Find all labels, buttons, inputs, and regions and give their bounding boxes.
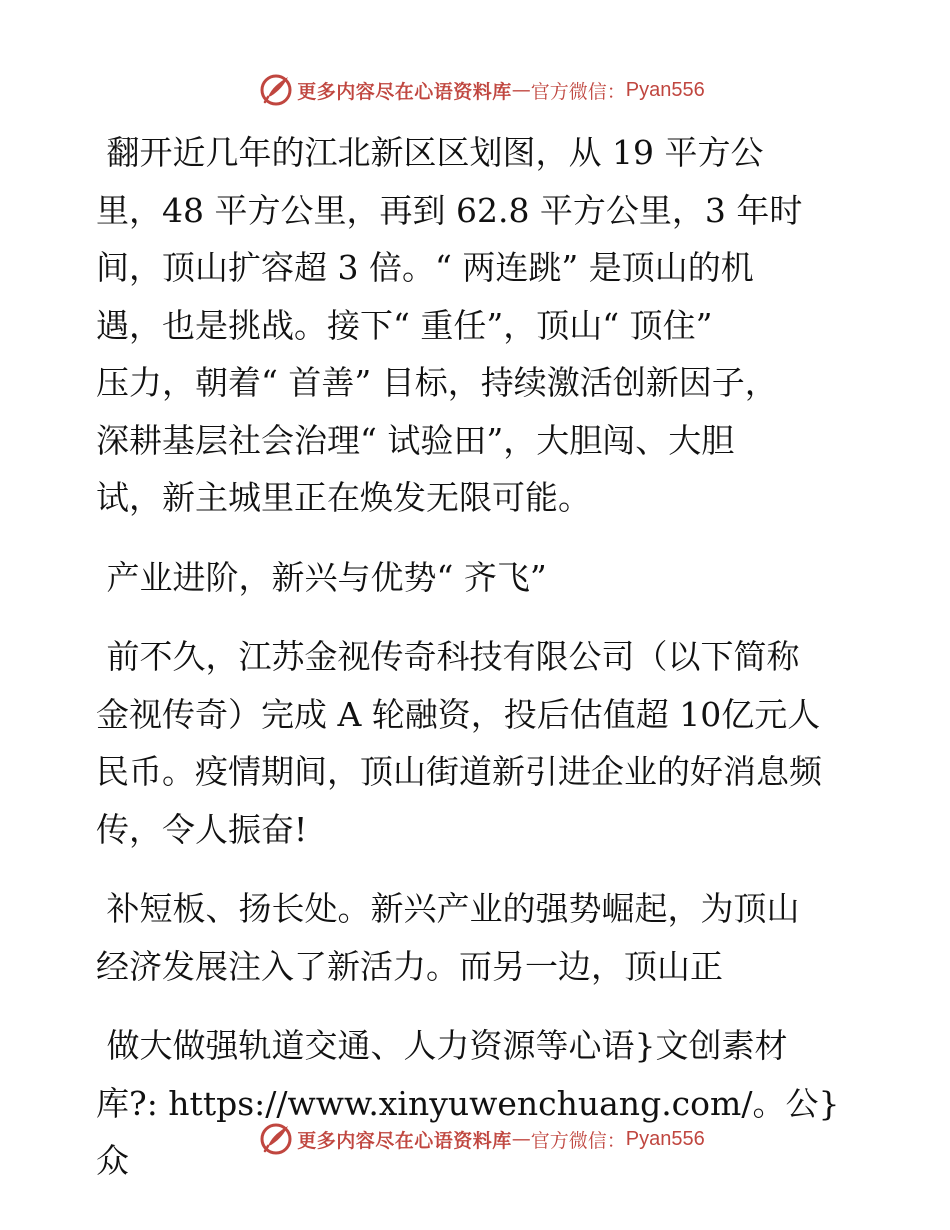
paragraph bbox=[96, 1017, 866, 1190]
paragraph-gap bbox=[96, 527, 866, 549]
text-line: 补短板、扬长处。新兴产业的强势崛起，为顶山 bbox=[96, 889, 800, 928]
footer-wechat-label: 官方微信： bbox=[530, 1129, 626, 1152]
text-line: 里，48 平方公里，再到 62.8 平方公里，3 年时 bbox=[96, 190, 803, 230]
paragraph-gap bbox=[96, 858, 866, 880]
footer-wechat-id: Pyan556 bbox=[625, 1127, 705, 1150]
text-line: 库?: https://www.xinyuwenchuang.com/。公}众 bbox=[96, 1083, 840, 1180]
text-line: 遇，也是挑战。接下“ 重任”，顶山“ 顶住” bbox=[96, 305, 713, 345]
text-line: 试，新主城里正在焕发无限可能。 bbox=[96, 478, 591, 517]
text-line: 经济发展注入了新活力。而另一边，顶山正 bbox=[96, 946, 723, 986]
paragraph-gap bbox=[96, 995, 866, 1017]
footer-banner bbox=[0, 1119, 950, 1159]
text-line: 金视传奇）完成 A 轮融资，投后估值超 10亿元人 bbox=[96, 694, 821, 734]
header-banner-inner bbox=[259, 73, 705, 107]
paragraph bbox=[96, 549, 866, 607]
paragraph-gap bbox=[96, 606, 866, 628]
text-line: 深耕基层社会治理“ 试验田”，大胆闯、大胆 bbox=[96, 420, 735, 460]
text-line: 翻开近几年的江北新区区划图，从 19 平方公 bbox=[96, 133, 764, 172]
header-site-text: 更多内容尽在心语资料库 bbox=[297, 80, 512, 103]
footer-site-text: 更多内容尽在心语资料库 bbox=[297, 1129, 512, 1152]
header-wechat-id: Pyan556 bbox=[625, 78, 705, 101]
quill-logo-icon bbox=[259, 73, 293, 107]
paragraph bbox=[96, 124, 866, 527]
text-line: 前不久，江苏金视传奇科技有限公司（以下简称 bbox=[96, 637, 800, 676]
text-line: 传，令人振奋! bbox=[96, 809, 308, 849]
footer-dash: — bbox=[511, 1128, 531, 1150]
article-body bbox=[96, 124, 866, 1190]
text-line: 压力，朝着“ 首善” 目标，持续激活创新因子， bbox=[96, 363, 778, 402]
header-dash: — bbox=[511, 79, 531, 101]
text-line: 间，顶山扩容超 3 倍。“ 两连跳” 是顶山的机 bbox=[96, 248, 754, 287]
paragraph bbox=[96, 628, 866, 858]
text-line: 做大做强轨道交通、人力资源等心语}文创素材 bbox=[96, 1026, 788, 1065]
quill-logo-icon bbox=[259, 1122, 293, 1156]
text-line: 产业进阶，新兴与优势“ 齐飞” bbox=[96, 557, 547, 597]
header-wechat-label: 官方微信： bbox=[530, 80, 626, 103]
footer-banner-inner bbox=[259, 1122, 705, 1156]
paragraph bbox=[96, 880, 866, 995]
header-banner bbox=[0, 70, 950, 110]
text-line: 民币。疫情期间，顶山街道新引进企业的好消息频 bbox=[96, 752, 822, 791]
